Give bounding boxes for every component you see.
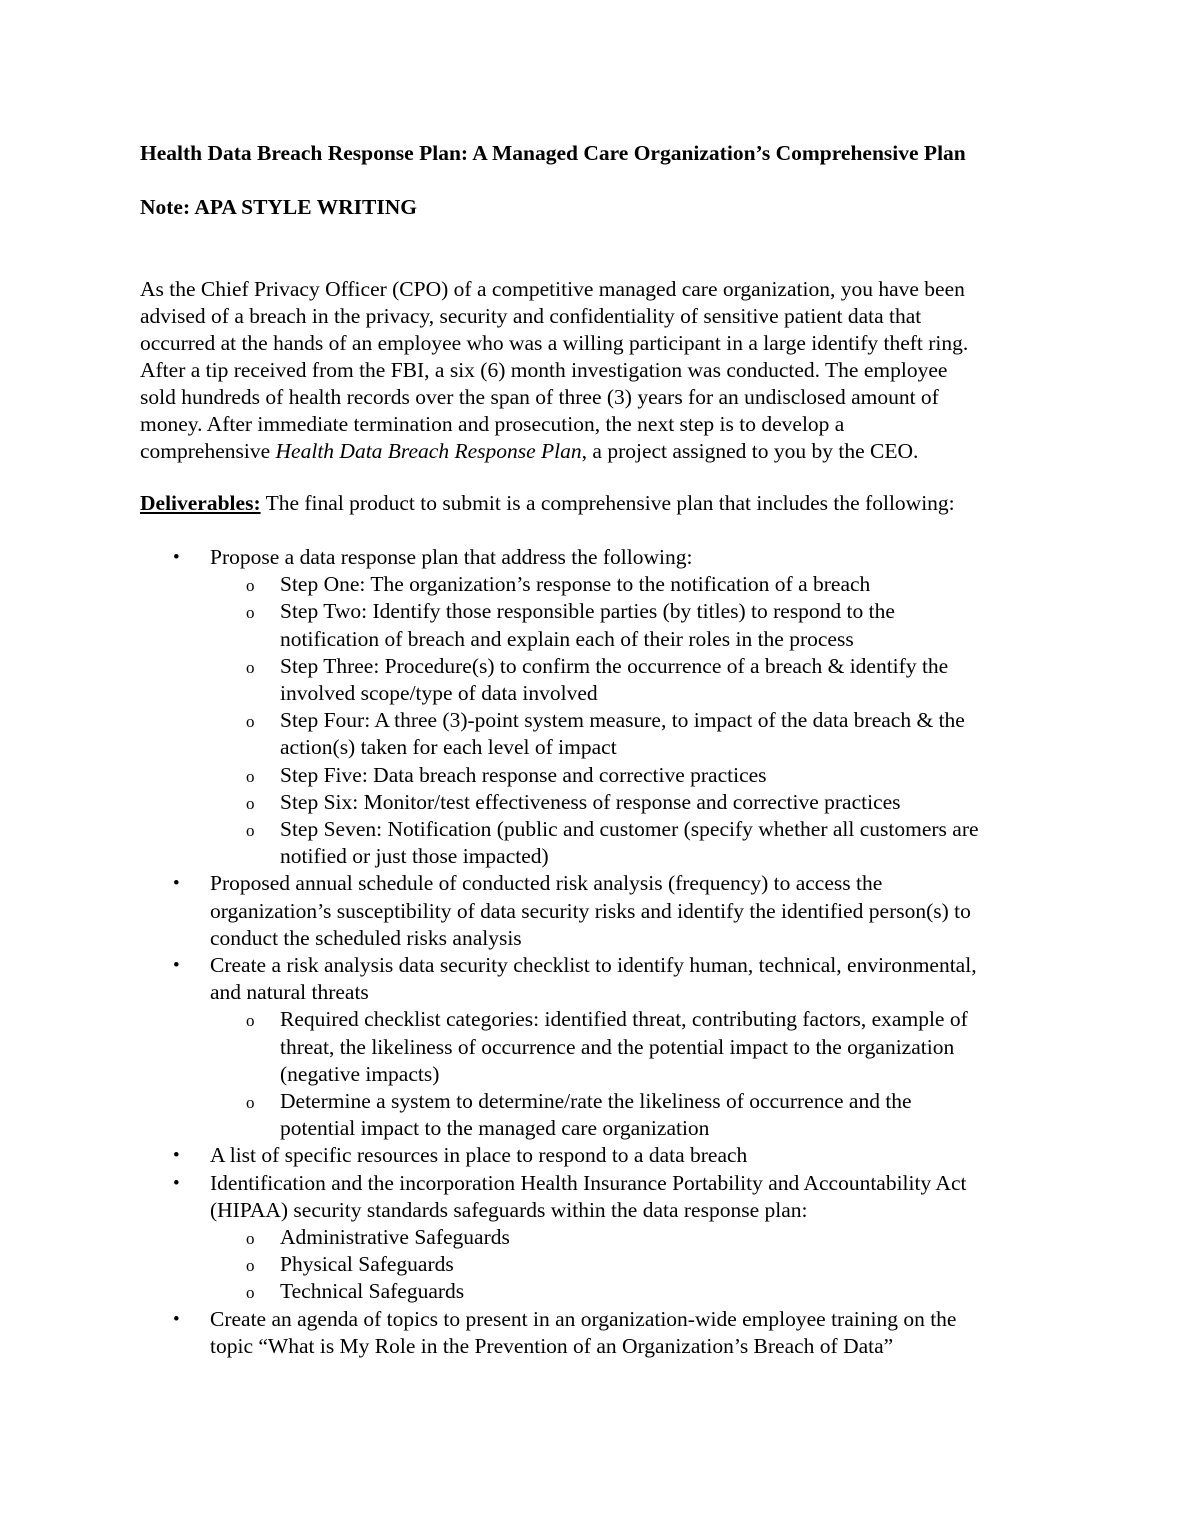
sub-bullet-item <box>140 816 1050 870</box>
sub-bullet-text-line: involved scope/type of data involved <box>280 681 598 706</box>
sub-bullet-marker: o <box>246 576 255 596</box>
style-note: Note: APA STYLE WRITING <box>140 195 417 219</box>
bullet-text-line: Proposed annual schedule of conducted risk analysis (frequency) to access the <box>210 871 883 896</box>
sub-bullet-marker: o <box>246 1256 255 1276</box>
bullet-item <box>140 1170 1050 1224</box>
intro-paragraph <box>140 276 1050 465</box>
intro-line-last <box>140 438 1050 465</box>
bullet-item <box>140 870 1050 952</box>
sub-bullet-text-line: potential impact to the managed care organization <box>280 1116 710 1141</box>
document-title: Health Data Breach Response Plan: A Managed Care Organization’s Comprehensive Plan <box>140 141 966 165</box>
sub-bullet-item <box>140 571 1050 598</box>
sub-bullet-marker: o <box>246 1283 255 1303</box>
intro-line: money. After immediate termination and prosecution, the next step is to develop a <box>140 412 845 436</box>
bullet-marker: • <box>173 955 180 977</box>
sub-bullet-text-line: Step Five: Data breach response and corrective practices <box>280 762 767 787</box>
bullet-text-line: topic “What is My Role in the Prevention of an Organization’s Breach of Data” <box>210 1333 894 1358</box>
intro-line: After a tip received from the FBI, a six (6) month investigation was conducted. The employee <box>140 358 948 382</box>
sub-bullet-item <box>140 1278 1050 1305</box>
sub-bullet-text-line: (negative impacts) <box>280 1061 440 1086</box>
sub-bullet-marker: o <box>246 712 255 732</box>
sub-bullet-marker: o <box>246 766 255 786</box>
intro-line: sold hundreds of health records over the span of three (3) years for an undisclosed amount of <box>140 385 939 409</box>
sub-bullet-marker: o <box>246 657 255 677</box>
bullet-text-line: Propose a data response plan that address the following: <box>210 545 693 569</box>
intro-line: advised of a breach in the privacy, security and confidentiality of sensitive patient data that <box>140 304 922 328</box>
sub-bullet-item <box>140 1088 1050 1142</box>
sub-bullet-marker: o <box>246 821 255 841</box>
sub-bullet-item <box>140 707 1050 761</box>
sub-bullet-marker: o <box>246 603 255 623</box>
sub-bullet-item <box>140 1224 1050 1251</box>
sub-bullet-item <box>140 653 1050 707</box>
bullet-marker: • <box>173 873 180 895</box>
bullet-text-line: organization’s susceptibility of data security risks and identify the identified person(s) to <box>210 898 971 923</box>
sub-bullet-text-line: Physical Safeguards <box>280 1252 454 1277</box>
sub-bullet-text-line: Step Four: A three (3)-point system measure, to impact of the data breach & the <box>280 708 965 733</box>
sub-bullet-item <box>140 762 1050 789</box>
intro-last-prefix: comprehensive <box>140 439 276 463</box>
sub-bullet-item <box>140 1006 1050 1088</box>
bullet-text-line: (HIPAA) security standards safeguards within the data response plan: <box>210 1197 808 1222</box>
sub-bullet-text-line: Step Two: Identify those responsible parties (by titles) to respond to the <box>280 599 895 624</box>
sub-bullet-item <box>140 598 1050 652</box>
sub-bullet-text-line: Step One: The organization’s response to the notification of a breach <box>280 572 871 597</box>
sub-bullet-text-line: Step Six: Monitor/test effectiveness of response and corrective practices <box>280 789 901 814</box>
sub-bullet-text-line: Determine a system to determine/rate the likeliness of occurrence and the <box>280 1089 912 1114</box>
bullet-text-line: Create an agenda of topics to present in an organization-wide employee training on the <box>210 1306 957 1331</box>
bullet-item <box>140 952 1050 1006</box>
sub-bullet-marker: o <box>246 1093 255 1113</box>
sub-bullet-text-line: Technical Safeguards <box>280 1279 465 1304</box>
bullet-marker: • <box>173 547 180 568</box>
sub-bullet-text-line: Required checklist categories: identified threat, contributing factors, example of <box>280 1007 968 1032</box>
sub-bullet-text-line: Administrative Safeguards <box>280 1225 510 1250</box>
bullet-text-line: conduct the scheduled risks analysis <box>210 925 522 950</box>
bullet-marker: • <box>173 1172 180 1194</box>
bullet-marker: • <box>173 1308 180 1330</box>
sub-bullet-text-line: notified or just those impacted) <box>280 844 549 869</box>
intro-line: occurred at the hands of an employee who was a willing participant in a large identify theft ring. <box>140 331 969 355</box>
bullet-text-line: Create a risk analysis data security checklist to identify human, technical, environmental, <box>210 953 977 978</box>
sub-bullet-item <box>140 1251 1050 1278</box>
sub-bullet-text-line: Step Seven: Notification (public and customer (specify whether all customers are <box>280 817 979 842</box>
sub-bullet-text-line: threat, the likeliness of occurrence and the potential impact to the organization <box>280 1034 955 1059</box>
bullet-marker: • <box>173 1145 180 1167</box>
sub-bullet-text-line: Step Three: Procedure(s) to confirm the occurrence of a breach & identify the <box>280 653 949 678</box>
sub-bullet-marker: o <box>246 793 255 813</box>
bullet-item <box>140 1142 1050 1169</box>
sub-bullet-text-line: action(s) taken for each level of impact <box>280 735 617 760</box>
deliverables-label: Deliverables: <box>140 491 261 515</box>
bullet-text-line: and natural threats <box>210 980 369 1005</box>
intro-line: As the Chief Privacy Officer (CPO) of a competitive managed care organization, you have been <box>140 277 965 301</box>
sub-bullet-text-line: notification of breach and explain each of their roles in the process <box>280 626 854 651</box>
deliverables-list <box>140 544 1050 1360</box>
sub-bullet-item <box>140 789 1050 816</box>
bullet-text-line: Identification and the incorporation Health Insurance Portability and Accountability Act <box>210 1170 967 1195</box>
bullet-item <box>140 544 1050 571</box>
plan-name-italic: Health Data Breach Response Plan <box>275 439 582 463</box>
intro-last-suffix: , a project assigned to you by the CEO. <box>581 439 919 463</box>
bullet-item <box>140 1306 1050 1360</box>
sub-bullet-marker: o <box>246 1011 255 1031</box>
bullet-text-line: A list of specific resources in place to respond to a data breach <box>210 1143 748 1168</box>
sub-bullet-marker: o <box>246 1229 255 1249</box>
deliverables-text: The final product to submit is a comprehensive plan that includes the following: <box>260 491 955 515</box>
deliverables-line <box>140 490 955 517</box>
